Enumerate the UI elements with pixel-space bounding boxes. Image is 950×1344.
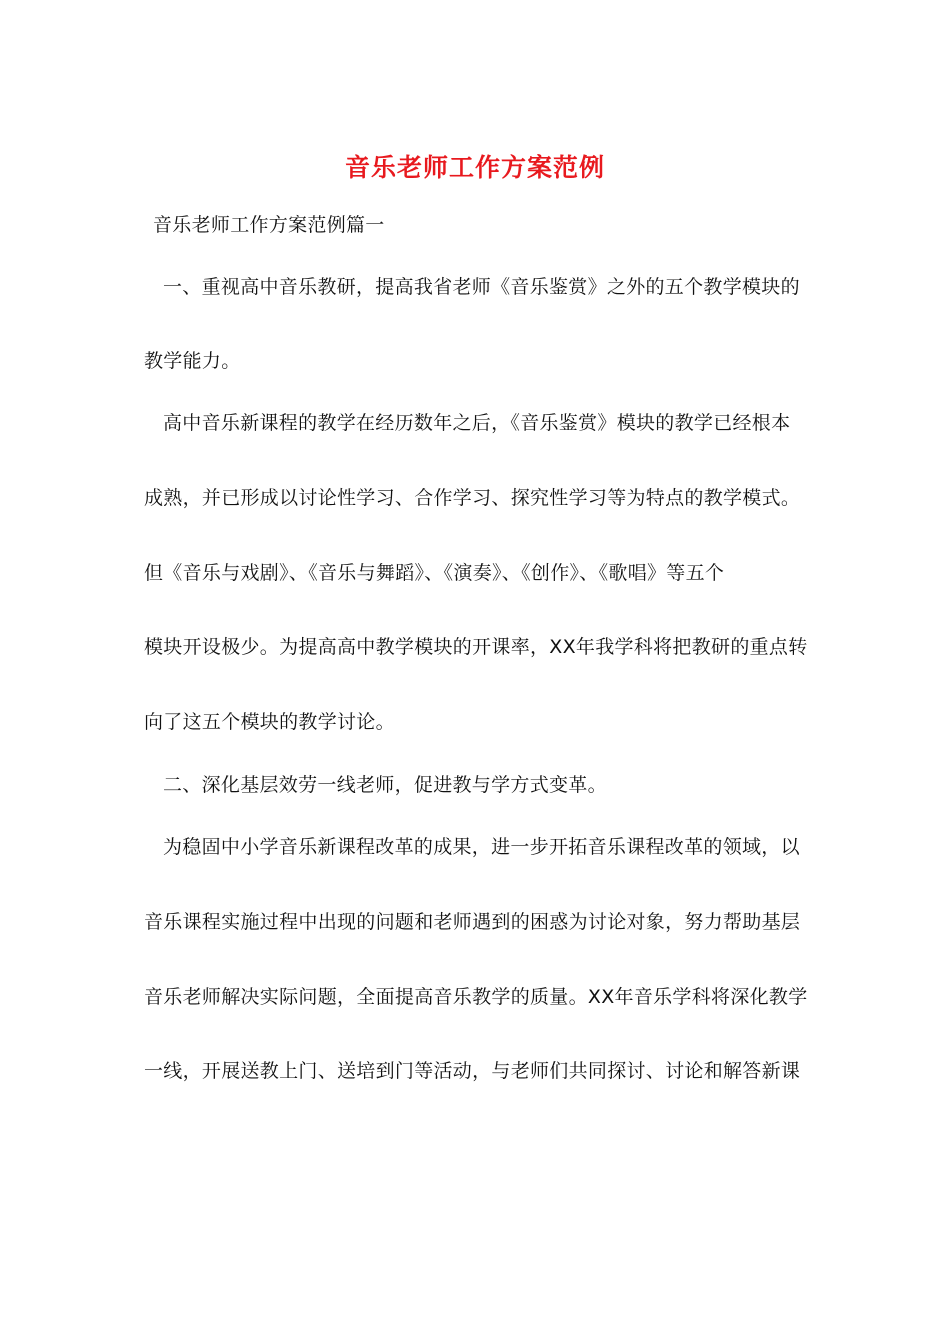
paragraph-line: 音乐老师解决实际问题，全面提高音乐教学的质量。XX年音乐学科将深化教学 <box>144 986 808 1008</box>
paragraph-line: 高中音乐新课程的教学在经历数年之后，《音乐鉴赏》模块的教学已经根本 <box>163 412 791 434</box>
paragraph-line: 二、深化基层效劳一线老师，促进教与学方式变革。 <box>163 774 607 796</box>
paragraph-line: 但《音乐与戏剧》、《音乐与舞蹈》、《演奏》、《创作》、《歌唱》等五个 <box>144 562 725 584</box>
paragraph-line: 向了这五个模块的教学讨论。 <box>144 711 395 733</box>
paragraph-line: 模块开设极少。为提高高中教学模块的开课率，XX年我学科将把教研的重点转 <box>144 636 808 658</box>
paragraph-line: 音乐课程实施过程中出现的问题和老师遇到的困惑为讨论对象，努力帮助基层 <box>144 911 801 933</box>
paragraph-line: 一线，开展送教上门、送培到门等活动，与老师们共同探讨、讨论和解答新课 <box>144 1060 801 1082</box>
section-subtitle: 音乐老师工作方案范例篇一 <box>153 214 385 236</box>
paragraph-line: 教学能力。 <box>144 350 241 372</box>
document-title: 音乐老师工作方案范例 <box>344 153 605 182</box>
paragraph-line: 一、重视高中音乐教研，提高我省老师《音乐鉴赏》之外的五个教学模块的 <box>163 276 800 298</box>
paragraph-line: 为稳固中小学音乐新课程改革的成果，进一步开拓音乐课程改革的领域，以 <box>163 836 800 858</box>
paragraph-line: 成熟，并已形成以讨论性学习、合作学习、探究性学习等为特点的教学模式。 <box>144 487 801 509</box>
